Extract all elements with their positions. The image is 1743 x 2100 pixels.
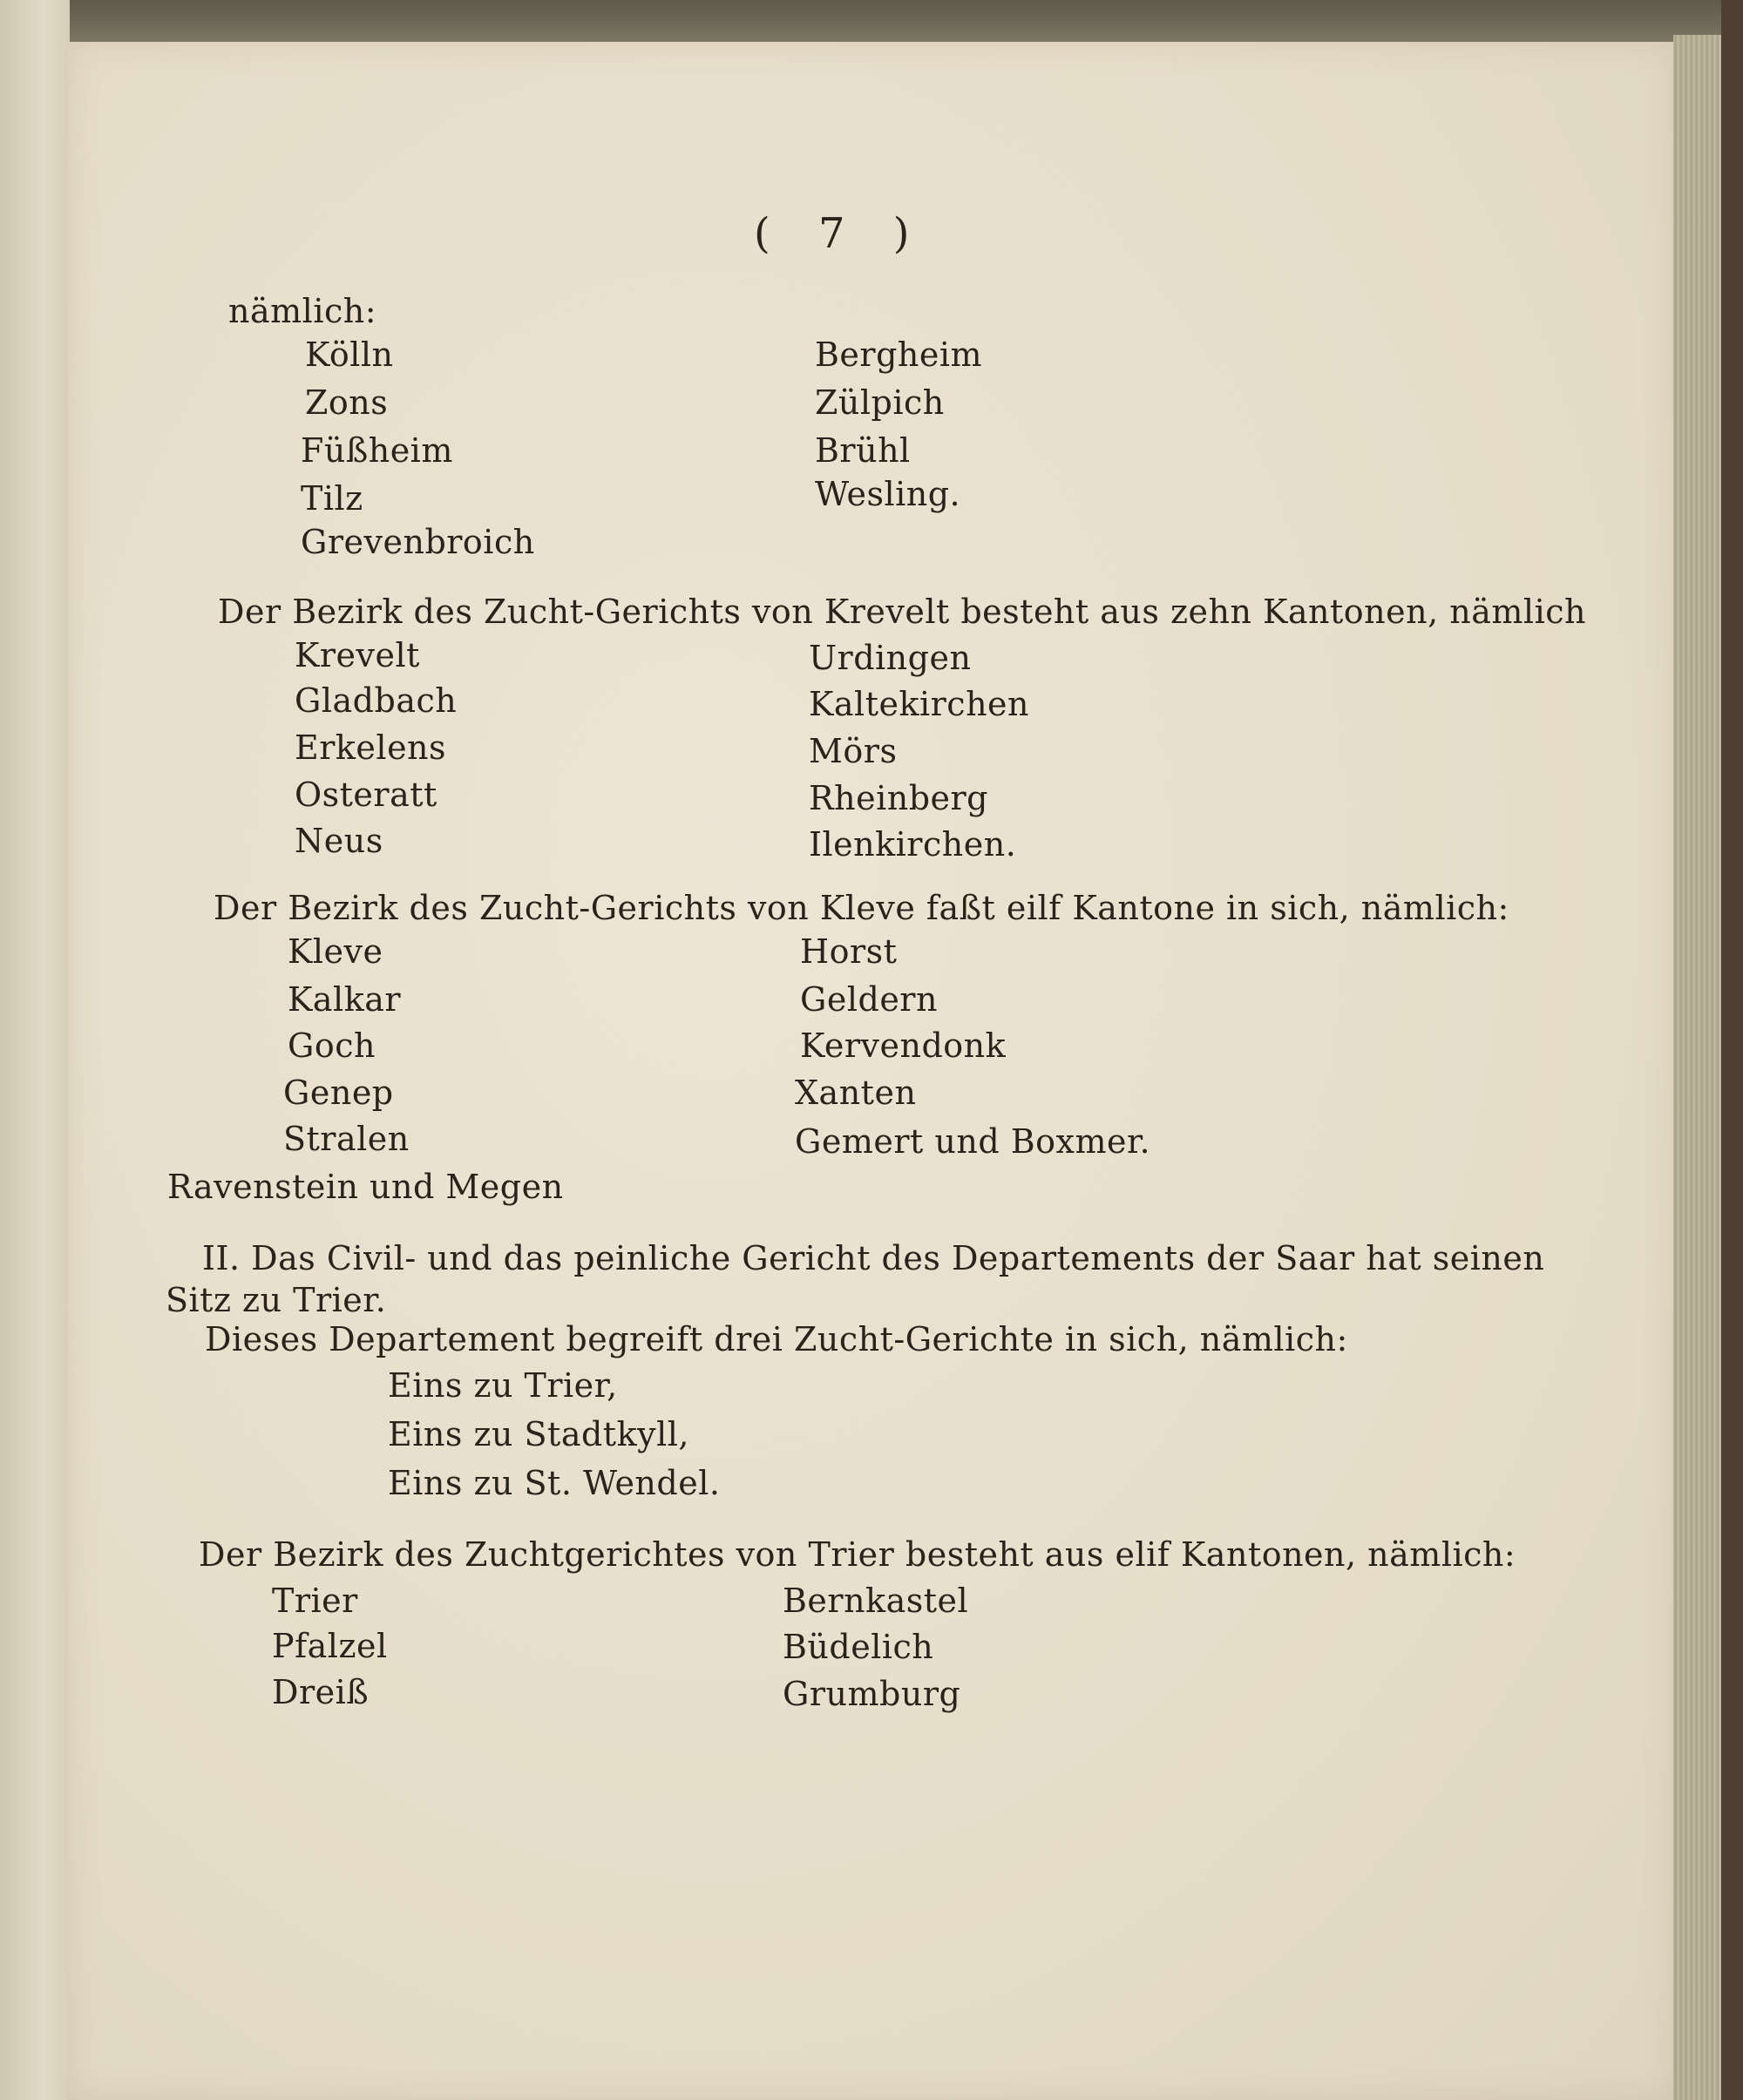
list-item: Bernkastel	[783, 1582, 969, 1620]
list-item: Kleve	[288, 932, 383, 971]
list-item: Krevelt	[295, 636, 420, 674]
list-item: Ilenkirchen.	[809, 825, 1017, 864]
intro-word: nämlich:	[228, 292, 377, 330]
paragraph-krevelt: Der Bezirk des Zucht-Gerichts von Krevelt besteht aus zehn Kantonen, nämlich	[218, 593, 1586, 631]
list-item: Goch	[288, 1026, 376, 1065]
list-item: Tilz	[301, 479, 363, 518]
scan-top-edge	[0, 0, 1743, 42]
list-item: Xanten	[795, 1074, 917, 1112]
list-item: Gemert und Boxmer.	[795, 1122, 1151, 1161]
paragraph-saar-continued: Sitz zu Trier.	[166, 1281, 387, 1319]
list-item: Erkelens	[295, 728, 447, 767]
book-binding	[0, 0, 70, 2100]
list-item: Grumburg	[783, 1675, 961, 1713]
list-item: Kölln	[305, 335, 394, 374]
list-item: Wesling.	[815, 475, 961, 513]
paragraph-trier: Der Bezirk des Zuchtgerichtes von Trier besteht aus elif Kantonen, nämlich:	[199, 1535, 1516, 1574]
list-item: Dreiß	[272, 1673, 370, 1711]
paragraph-kleve: Der Bezirk des Zucht-Gerichts von Kleve faßt eilf Kantone in sich, nämlich:	[214, 889, 1509, 927]
list-item: Neus	[295, 822, 383, 860]
list-item: Kervendonk	[800, 1026, 1007, 1065]
list-item: Gladbach	[295, 681, 458, 720]
list-item: Rheinberg	[809, 779, 989, 817]
paragraph-saar: II. Das Civil- und das peinliche Gericht des Departements der Saar hat seinen	[202, 1239, 1545, 1277]
list-item: Osteratt	[295, 776, 437, 814]
list-item: Kalkar	[288, 980, 402, 1019]
list-item: Kaltekirchen	[809, 685, 1030, 723]
court-item: Eins zu St. Wendel.	[388, 1464, 721, 1502]
list-item: Pfalzel	[272, 1627, 388, 1665]
list-item: Füßheim	[301, 431, 453, 470]
court-item: Eins zu Trier,	[388, 1366, 618, 1405]
list-item: Grevenbroich	[301, 523, 535, 561]
list-item: Bergheim	[815, 335, 983, 374]
list-item: Stralen	[283, 1120, 410, 1158]
list-item: Mörs	[809, 732, 898, 770]
list-item: Geldern	[800, 980, 938, 1019]
list-item: Zülpich	[815, 383, 945, 422]
page-number: ( 7 )	[754, 209, 927, 258]
list-item: Büdelich	[783, 1628, 934, 1666]
list-item: Trier	[272, 1582, 358, 1620]
paragraph-departement: Dieses Departement begreift drei Zucht-Gerichte in sich, nämlich:	[205, 1320, 1348, 1358]
list-item: Horst	[800, 932, 898, 971]
list-item: Genep	[283, 1074, 394, 1112]
list-item: Ravenstein und Megen	[167, 1168, 564, 1206]
list-item: Brühl	[815, 431, 911, 470]
court-item: Eins zu Stadtkyll,	[388, 1415, 689, 1453]
list-item: Urdingen	[809, 639, 972, 677]
book-cover-edge	[1721, 0, 1743, 2100]
list-item: Zons	[305, 383, 389, 422]
